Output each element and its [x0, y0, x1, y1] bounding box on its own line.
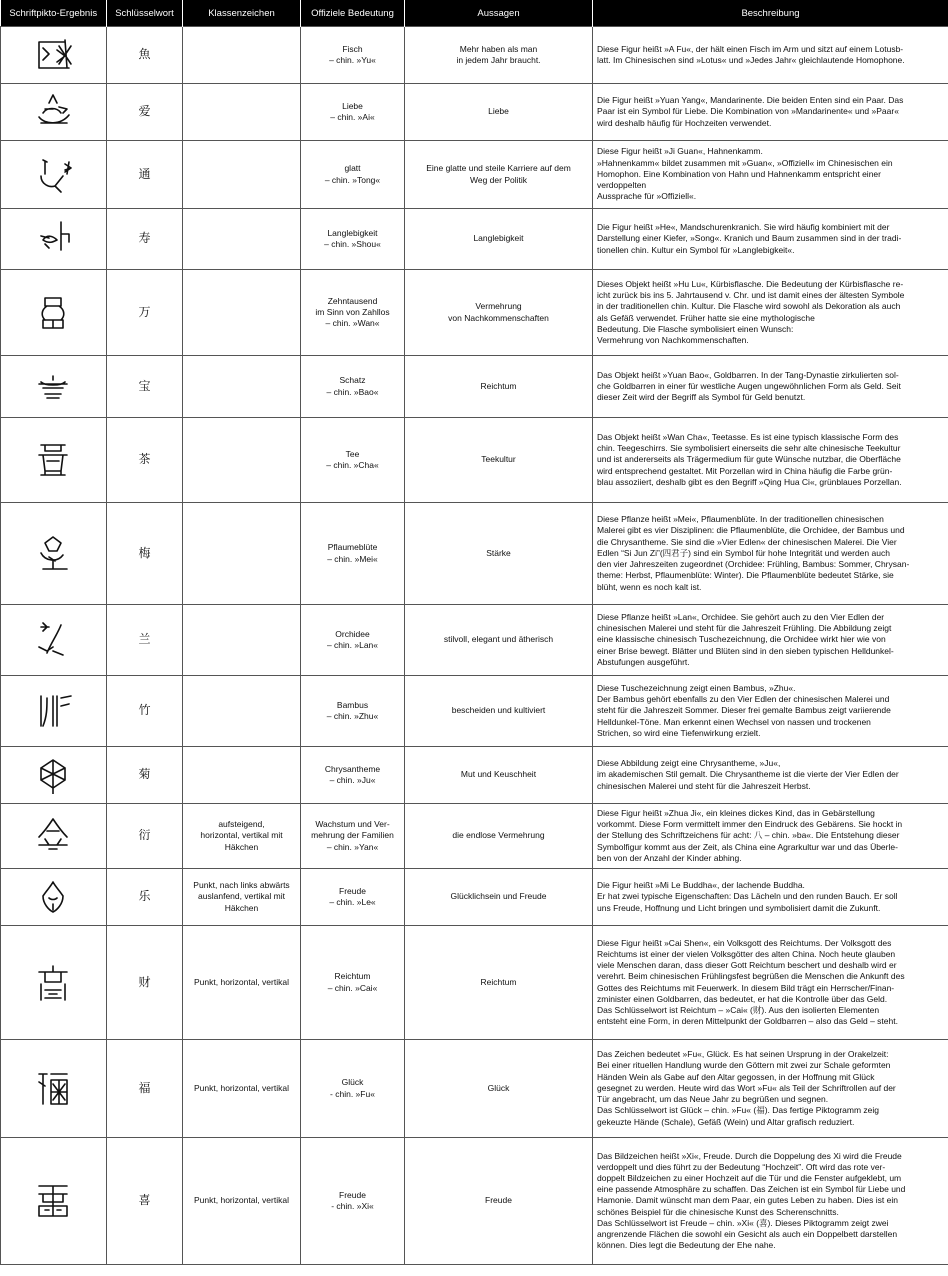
radical-cell: [183, 503, 301, 605]
radical-cell: Punkt, horizontal, vertikal: [183, 1040, 301, 1138]
radical-cell: [183, 27, 301, 84]
description-cell: Das Zeichen bedeutet »Fu«, Glück. Es hat seinen Ursprung in der Orakelzeit: Bei einer rituellen Handlung wurde den Göttern mit zwei zur Schale geformten Händen Wein als Gabe auf den Altar gegossen, in der Hoffnung mit Glück gesegnet zu werden. Heute wird das Wort »Fu« als Teil der Schriftrollen auf der Tür angebracht, um das Neue Jahr zu begrüßen und segnen. Das Schlüsselwort ist Glück – chin. »Fu« (福). Das fertige Piktogramm zeig gekeuzte Hände (Schale), Gefäß (Wein) und Altar grafisch reduziert.: [593, 1040, 948, 1138]
description-cell: Diese Figur heißt »A Fu«, der hält einen Fisch im Arm und sitzt auf einem Lotusb- latt. Im Chinesischen sind »Lotus« und »Jedes Jahr« gleichlautende Homophone.: [593, 27, 948, 84]
statement-cell: Mut und Keuschheit: [405, 747, 593, 804]
meaning-cell: Glück - chin. »Fu«: [301, 1040, 405, 1138]
meaning-cell: Freude - chin. »Xi«: [301, 1138, 405, 1265]
table-row: [1, 804, 948, 869]
meaning-cell: Pflaumeblüte – chin. »Mei«: [301, 503, 405, 605]
pictogram-cell: [1, 804, 107, 869]
radical-cell: aufsteigend, horizontal, vertikal mit Häkchen: [183, 804, 301, 869]
description-cell: Diese Pflanze heißt »Mei«, Pflaumenblüte. In der traditionellen chinesischen Malerei gibt es vier Disziplinen: die Pflaumenblüte, die Orchidee, der Bambus und die Chrysantheme. Sie sind die »Vier Edlen« der chinesischen Malerei. Die Vier Edlen “Si Jun Zi”(四君子) sind ein Symbol für hohe Integrität und werden auch den vier Jahreszeiten zugeordnet (Orchidee: Frühling, Bambus: Sommer, Chrysan- theme: Herbst, Pflaumenblüte: Winter). Die Pflaumenblüte bedeutet Stärke, sie blüht, wenn es noch kalt ist.: [593, 503, 948, 605]
radical-cell: [183, 209, 301, 270]
teacup-pictogram-icon: [35, 441, 73, 479]
header-meaning: Offiziele Bedeutung: [301, 0, 405, 27]
meaning-cell: Reichtum – chin. »Cai«: [301, 926, 405, 1040]
description-cell: Diese Figur heißt »Ji Guan«, Hahnenkamm. »Hahnenkamm« bildet zusammen mit »Guan«, »Offiziell« im Chinesischen ein Homophon. Eine Kombination von Hahn und Hahnenkamm entspricht einer verdoppelten Aussprache für »Offiziell«.: [593, 141, 948, 209]
table-row: [1, 84, 948, 141]
radical-cell: [183, 356, 301, 418]
description-cell: Die Figur heißt »Mi Le Buddha«, der lachende Buddha. Er hat zwei typische Eigenschaften: Das Lächeln und den runden Bauch. Er soll uns Freude, Hoffnung und Licht bringen und symbolisiert damit die Zukunft.: [593, 869, 948, 926]
laughing-buddha-pictogram-icon: [35, 878, 73, 916]
keyword-cell: 爱: [107, 84, 183, 141]
header-pictogram: Schriftpikto-Ergebnis: [1, 0, 107, 27]
keyword-cell: 通: [107, 141, 183, 209]
statement-cell: bescheiden und kultiviert: [405, 676, 593, 747]
keyword-cell: 福: [107, 1040, 183, 1138]
description-cell: Diese Pflanze heißt »Lan«, Orchidee. Sie gehört auch zu den Vier Edlen der chinesischen Malerei und steht für die Jahreszeit Frühling. Die Abbildung zeigt eine klassische chinesisch Tuschezeichnung, die Orchidee wirkt hier wie von einer Brise bewegt. Blätter und Blüten sind in den sieben typischen Helldunkel- Abstufungen ausgeführt.: [593, 605, 948, 676]
description-cell: Das Objekt heißt »Wan Cha«, Teetasse. Es ist eine typisch klassische Form des chin. Teegeschirrs. Sie symbolisiert einerseits die sehr alte chinesische Teekultur und ist andererseits als Trägermedium für gute Wünsche nutzbar, die Oberfläche wird entsprechend gestaltet. Mit Porzellan wird in China häufig die Farbe grün- blau assoziiert, deshalb gibt es den Begriff »Qing Hua Ci«, grünblaues Porzellan.: [593, 418, 948, 503]
keyword-cell: 魚: [107, 27, 183, 84]
table-header-row: [1, 0, 948, 27]
statement-cell: Teekultur: [405, 418, 593, 503]
keyword-cell: 兰: [107, 605, 183, 676]
keyword-cell: 宝: [107, 356, 183, 418]
wealth-god-pictogram-icon: [35, 964, 73, 1002]
radical-cell: [183, 605, 301, 676]
statement-cell: Reichtum: [405, 356, 593, 418]
table-row: [1, 926, 948, 1040]
pictogram-cell: [1, 1138, 107, 1265]
plum-blossom-pictogram-icon: [35, 535, 73, 573]
pictogram-cell: [1, 1040, 107, 1138]
meaning-cell: Fisch – chin. »Yu«: [301, 27, 405, 84]
table-row: [1, 1138, 948, 1265]
child-pictogram-icon: [35, 817, 73, 855]
table-row: [1, 1040, 948, 1138]
pictogram-cell: [1, 676, 107, 747]
table-row: [1, 141, 948, 209]
pictogram-cell: [1, 503, 107, 605]
meaning-cell: Wachstum und Ver- mehrung der Familien – chin. »Yan«: [301, 804, 405, 869]
meaning-cell: Orchidee – chin. »Lan«: [301, 605, 405, 676]
keyword-cell: 菊: [107, 747, 183, 804]
table-row: [1, 209, 948, 270]
orchid-pictogram-icon: [35, 621, 73, 659]
keyword-cell: 万: [107, 270, 183, 356]
pictogram-cell: [1, 356, 107, 418]
statement-cell: Langlebigkeit: [405, 209, 593, 270]
fu-luck-pictogram-icon: [35, 1070, 73, 1108]
meaning-cell: Bambus – chin. »Zhu«: [301, 676, 405, 747]
statement-cell: Stärke: [405, 503, 593, 605]
table-row: [1, 605, 948, 676]
keyword-cell: 寿: [107, 209, 183, 270]
radical-cell: [183, 141, 301, 209]
radical-cell: [183, 84, 301, 141]
pictogram-cell: [1, 418, 107, 503]
meaning-cell: Schatz – chin. »Bao«: [301, 356, 405, 418]
table-row: [1, 747, 948, 804]
keyword-cell: 茶: [107, 418, 183, 503]
pictogram-cell: [1, 605, 107, 676]
table-row: [1, 27, 948, 84]
table-row: [1, 418, 948, 503]
gourd-pictogram-icon: [35, 294, 73, 332]
radical-cell: Punkt, horizontal, vertikal: [183, 926, 301, 1040]
statement-cell: Reichtum: [405, 926, 593, 1040]
meaning-cell: Zehntausend im Sinn von Zahllos – chin. »Wan«: [301, 270, 405, 356]
meaning-cell: glatt – chin. »Tong«: [301, 141, 405, 209]
header-radical: Klassenzeichen: [183, 0, 301, 27]
meaning-cell: Chrysantheme – chin. »Ju«: [301, 747, 405, 804]
crane-pictogram-icon: [35, 220, 73, 258]
description-cell: Die Figur heißt »Yuan Yang«, Mandarinente. Die beiden Enten sind ein Paar. Das Paar ist ein Symbol für Liebe. Die Kombination von »Mandarinente« und »Paar« wird deshalb häufig für Hochzeiten verwendet.: [593, 84, 948, 141]
description-cell: Die Figur heißt »He«, Mandschurenkranich. Sie wird häufig kombiniert mit der Darstellung einer Kiefer, »Song«. Kranich und Baum zusammen sind in der tradi- tionellen chin. Kultur ein Symbol für »Langlebigkeit«.: [593, 209, 948, 270]
pictogram-cell: [1, 209, 107, 270]
radical-cell: Punkt, horizontal, vertikal: [183, 1138, 301, 1265]
table-row: [1, 869, 948, 926]
header-keyword: Schlüsselwort: [107, 0, 183, 27]
radical-cell: Punkt, nach links abwärts auslanfend, vertikal mit Häkchen: [183, 869, 301, 926]
keyword-cell: 财: [107, 926, 183, 1040]
radical-cell: [183, 676, 301, 747]
pictogram-cell: [1, 747, 107, 804]
double-happiness-pictogram-icon: [35, 1182, 73, 1220]
radical-cell: [183, 418, 301, 503]
keyword-cell: 竹: [107, 676, 183, 747]
pictogram-cell: [1, 84, 107, 141]
keyword-cell: 喜: [107, 1138, 183, 1265]
header-statement: Aussagen: [405, 0, 593, 27]
bamboo-pictogram-icon: [35, 692, 73, 730]
statement-cell: Glücklichsein und Freude: [405, 869, 593, 926]
keyword-cell: 乐: [107, 869, 183, 926]
mandarin-ducks-pictogram-icon: [35, 93, 73, 131]
table-row: [1, 676, 948, 747]
rooster-pictogram-icon: [35, 156, 73, 194]
meaning-cell: Freude – chin. »Le«: [301, 869, 405, 926]
statement-cell: Glück: [405, 1040, 593, 1138]
statement-cell: Vermehrung von Nachkommenschaften: [405, 270, 593, 356]
description-cell: Das Bildzeichen heißt »Xi«, Freude. Durch die Doppelung des Xi wird die Freude verdoppelt und dies führt zu der Bedeutung “Hochzeit”. Oft wird das rote ver- doppelt Bildzeichen zu einer Hochzeit auf die Tür und die Fenster aufgeklebt, um eine passende Atmosphäre zu schaffen. Das Zeichen ist ein Symbol für Liebe und Hamonie. Damit wünscht man dem Paar, ein gutes Leben zu haben. Dies ist ein schönes Beispiel für die chinesische Kunst des Scherenschnitts. Das Schlüsselwort ist Freude – chin. »Xi« (喜). Dieses Piktogramm zeigt zwei angrenzende Flächen die sowohl ein Gesicht als auch ein Doppelbett darstellen können. Dies legt die Bedeutung der Ehe nahe.: [593, 1138, 948, 1265]
description-cell: Das Objekt heißt »Yuan Bao«, Goldbarren. In der Tang-Dynastie zirkulierten sol- che Goldbarren in einer für westliche Augen ungewöhnlichen Form als Geld. Seit dieser Zeit wird der Begriff als Symbol für Geld benutzt.: [593, 356, 948, 418]
statement-cell: Mehr haben als man in jedem Jahr braucht.: [405, 27, 593, 84]
chrysanthemum-pictogram-icon: [35, 756, 73, 794]
description-cell: Diese Figur heißt »Cai Shen«, ein Volksgott des Reichtums. Der Volksgott des Reichtums ist einer der vielen Volksgötter des alten China. Noch heute glauben viele Menschen daran, dass dieser Gott Reichtum beschert und deshalb wird er verehrt. Beim chinesischen Frühlingsfest begrüßen die Menschen die Ankunft des Gottes des Reichtums mit Feuerwerk. In diesem Bild trägt ein Herrscher/Finan- zminister einen Goldbarren, das bedeutet, er hat die Kontrolle über das Geld. Das Schlüsselwort ist Reichtum – »Cai« (财). Aus den isolierten Elementen entsteht eine Form, in deren Mittelpunkt der Goldbarren – also das Geld – steht.: [593, 926, 948, 1040]
table-row: [1, 356, 948, 418]
meaning-cell: Liebe – chin. »Ai«: [301, 84, 405, 141]
pictogram-cell: [1, 926, 107, 1040]
table-row: [1, 503, 948, 605]
statement-cell: die endlose Vermehrung: [405, 804, 593, 869]
description-cell: Diese Abbildung zeigt eine Chrysantheme, »Ju«, im akademischen Stil gemalt. Die Chrysantheme ist die vierte der Vier Edlen der chinesischen Malerei und steht für die Jahreszeit Herbst.: [593, 747, 948, 804]
pictogram-cell: [1, 141, 107, 209]
fish-pictogram-icon: [35, 36, 73, 74]
keyword-cell: 梅: [107, 503, 183, 605]
description-cell: Dieses Objekt heißt »Hu Lu«, Kürbisflasche. Die Bedeutung der Kürbisflasche re- icht zurück bis ins 5. Jahrtausend v. Chr. und ist damit eines der ältesten Symbole in der traditionellen chin. Kultur. Die Flasche wird sowohl als Dekoration als auch als Gefäß verwendet. Früher hatte sie eine mythologische Bedeutung. Die Flasche symbolisiert einen Wunsch: Vermehrung von Nachkommenschaften.: [593, 270, 948, 356]
table-row: [1, 270, 948, 356]
pictogram-cell: [1, 270, 107, 356]
pictogram-cell: [1, 869, 107, 926]
description-cell: Diese Figur heißt »Zhua Ji«, ein kleines dickes Kind, das in Gebärstellung vorkommt. Diese Form vermittelt immer den Eindruck des Gebärens. Sie hockt in der Stellung des Schriftzeichens für acht: 八 – chin. »ba«. Die Entstehung dieser Symbolfigur kommt aus der Zeit, als China eine Agrarkultur war und das Überle- ben von der Anzahl der Kinder abhing.: [593, 804, 948, 869]
pictogram-cell: [1, 27, 107, 84]
radical-cell: [183, 270, 301, 356]
statement-cell: Liebe: [405, 84, 593, 141]
keyword-cell: 衍: [107, 804, 183, 869]
statement-cell: stilvoll, elegant und ätherisch: [405, 605, 593, 676]
meaning-cell: Langlebigkeit – chin. »Shou«: [301, 209, 405, 270]
gold-ingot-pictogram-icon: [35, 368, 73, 406]
statement-cell: Freude: [405, 1138, 593, 1265]
statement-cell: Eine glatte und steile Karriere auf dem Weg der Politik: [405, 141, 593, 209]
radical-cell: [183, 747, 301, 804]
header-description: Beschreibung: [593, 0, 948, 27]
description-cell: Diese Tuschezeichnung zeigt einen Bambus, »Zhu«. Der Bambus gehört ebenfalls zu den Vier Edlen der chinesischen Malerei und steht für die Jahreszeit Sommer. Dieser frei gemalte Bambus zeigt variierende Helldunkel-Töne. Man erkennt einen Wechsel von nassen und trockenen Strichen, so wird eine Tiefenwirkung erzielt.: [593, 676, 948, 747]
meaning-cell: Tee – chin. »Cha«: [301, 418, 405, 503]
